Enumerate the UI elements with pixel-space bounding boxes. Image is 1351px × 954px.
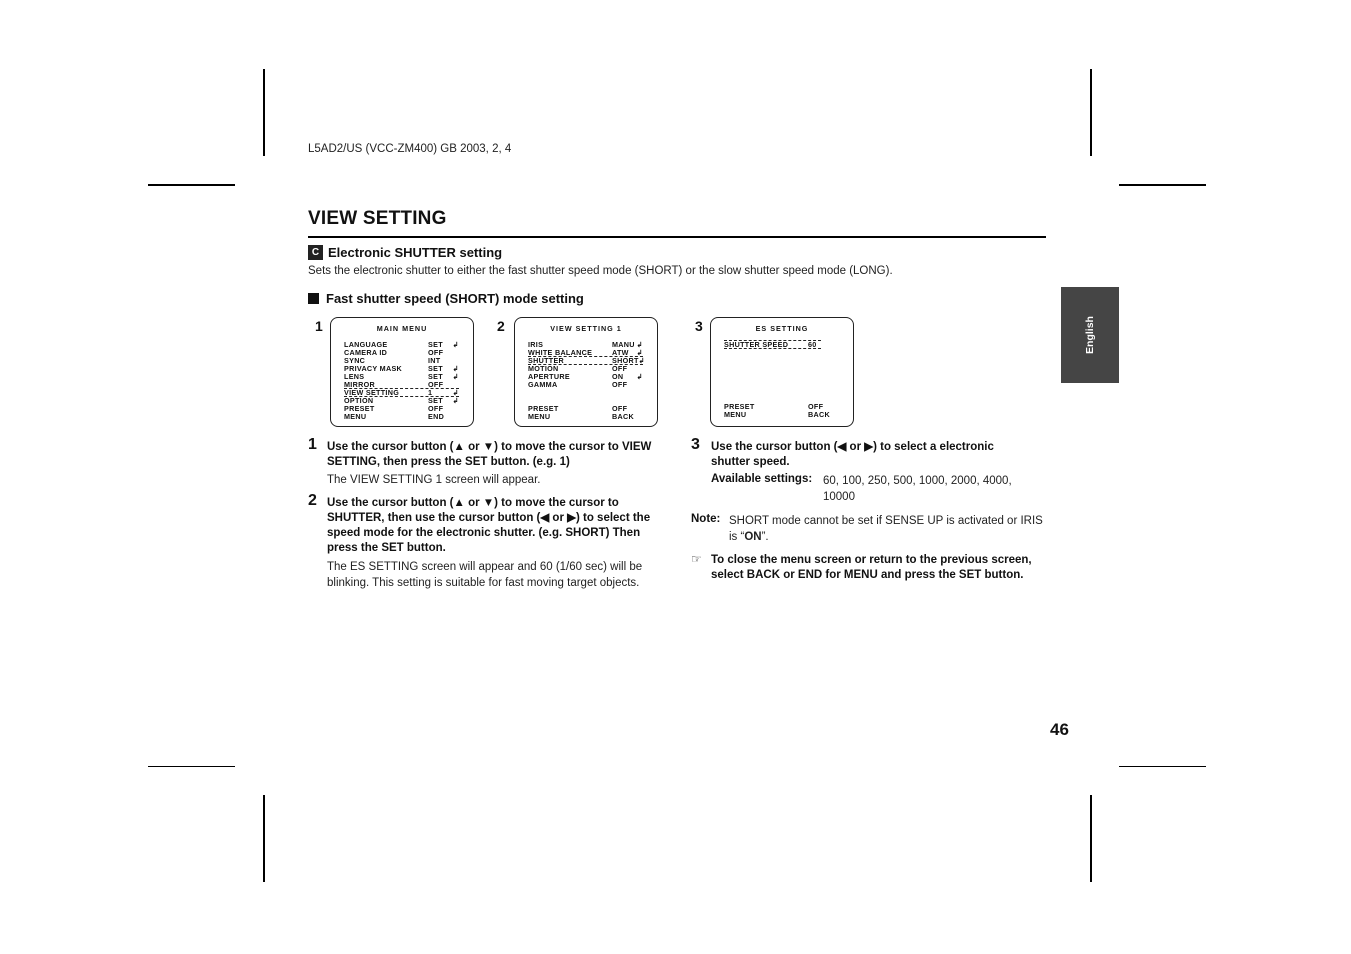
menu-row: CAMERA ID OFF [344, 348, 444, 357]
menu-screen-main [330, 317, 474, 427]
page-title: VIEW SETTING [308, 208, 447, 229]
menu-row: PRIVACY MASK SET ↲ [344, 364, 459, 373]
enter-icon: ↲ [452, 364, 459, 373]
subsection-heading [308, 291, 584, 306]
menu-row-selected: SHUTTER SPEED 60 [724, 340, 821, 349]
menu-row: MENU END [344, 412, 445, 421]
language-tab-label: English [1084, 316, 1096, 354]
crop-mark [1090, 795, 1092, 882]
menu-row: MENU BACK [528, 412, 634, 421]
available-settings-value: 60, 100, 250, 500, 1000, 2000, 4000, 10000 [823, 475, 1012, 503]
document-id: L5AD2/US (VCC-ZM400) GB 2003, 2, 4 [308, 143, 512, 155]
title-rule [308, 236, 1046, 238]
note-text: SHORT mode cannot be set if SENSE UP is activated or IRIS is “ON”. [729, 515, 1043, 543]
section-letter-badge: C [308, 245, 323, 260]
enter-icon: ↲ [636, 372, 643, 381]
menu-row: APERTURE ON ↲ [528, 372, 643, 381]
menu-row-selected: VIEW SETTING 1 ↲ [344, 388, 459, 397]
step-note: The ES SETTING screen will appear and 60 (1/60 sec) will be blinking. This setting is suitable for fast moving target objects. [327, 561, 643, 589]
screen-number: 2 [497, 318, 505, 334]
step-number: 3 [691, 436, 700, 453]
section-description: Sets the electronic shutter to either the fast shutter speed mode (SHORT) or the slow shutter speed mode (LONG). [308, 265, 893, 277]
menu-row: LANGUAGE SET ↲ [344, 340, 459, 349]
crop-mark [1119, 766, 1206, 767]
menu-row: IRIS MANU ↲ [528, 340, 643, 349]
crop-mark [263, 795, 265, 882]
enter-icon: ↲ [636, 340, 643, 349]
subsection-title: Fast shutter speed (SHORT) mode setting [326, 291, 584, 306]
menu-row: MENU BACK [724, 410, 830, 419]
menu-screen-view-setting [514, 317, 658, 427]
crop-mark [148, 766, 235, 767]
screen-title: VIEW SETTING 1 [550, 324, 622, 333]
menu-screen-es-setting [710, 317, 854, 427]
menu-row: GAMMA OFF [528, 380, 628, 389]
screen-number: 3 [695, 318, 703, 334]
menu-row-selected: SHUTTER SHORT ↲ [528, 356, 645, 365]
section-title: Electronic SHUTTER setting [328, 245, 503, 260]
step-instruction: Use the cursor button (▲ or ▼) to move the cursor to VIEW SETTING, then press the SET button. (e.g. 1) [327, 441, 652, 468]
menu-row: PRESET OFF [724, 402, 824, 411]
enter-icon: ↲ [452, 396, 459, 405]
square-bullet-icon [308, 293, 319, 304]
menu-row: MIRROR OFF [344, 380, 444, 389]
step-instruction: Use the cursor button (▲ or ▼) to move the cursor to SHUTTER, then use the cursor button (◀ or ▶) to select the speed mode for the electronic shutter. (e.g. SHORT) Then press the SET button. [327, 497, 651, 554]
note-label: Note: [691, 513, 721, 525]
menu-row: OPTION SET ↲ [344, 396, 459, 405]
section-heading [308, 245, 502, 260]
step-instruction: Use the cursor button (◀ or ▶) to select a electronic shutter speed. [711, 441, 994, 468]
crop-mark [1090, 69, 1092, 156]
step-number: 1 [308, 436, 317, 453]
screen-title: MAIN MENU [376, 324, 428, 333]
enter-icon: ↲ [638, 356, 645, 365]
page-number: 46 [1050, 720, 1069, 739]
screen-number: 1 [315, 318, 323, 334]
enter-icon: ↲ [452, 372, 459, 381]
step-note: The VIEW SETTING 1 screen will appear. [327, 474, 541, 486]
crop-mark [1119, 184, 1206, 186]
menu-row: LENS SET ↲ [344, 372, 459, 381]
screen-title: ES SETTING [755, 324, 809, 333]
enter-icon: ↲ [452, 340, 459, 349]
available-settings-label: Available settings: [711, 473, 813, 485]
menu-row: MOTION OFF [528, 364, 628, 373]
enter-icon: ↲ [452, 388, 459, 397]
enter-icon: ↲ [636, 348, 643, 357]
crop-mark [148, 184, 235, 186]
pointing-hand-icon: ☞ [691, 552, 702, 566]
menu-row: PRESET OFF [528, 404, 628, 413]
menu-row: WHITE BALANCE ATW ↲ [528, 348, 643, 357]
language-tab [1061, 287, 1119, 383]
menu-row: PRESET OFF [344, 404, 444, 413]
step-number: 2 [308, 492, 317, 509]
menu-row: SYNC INT [344, 356, 441, 365]
crop-mark [263, 69, 265, 156]
tip-text: To close the menu screen or return to the previous screen, select BACK or END for MENU and press the SET button. [711, 554, 1032, 581]
